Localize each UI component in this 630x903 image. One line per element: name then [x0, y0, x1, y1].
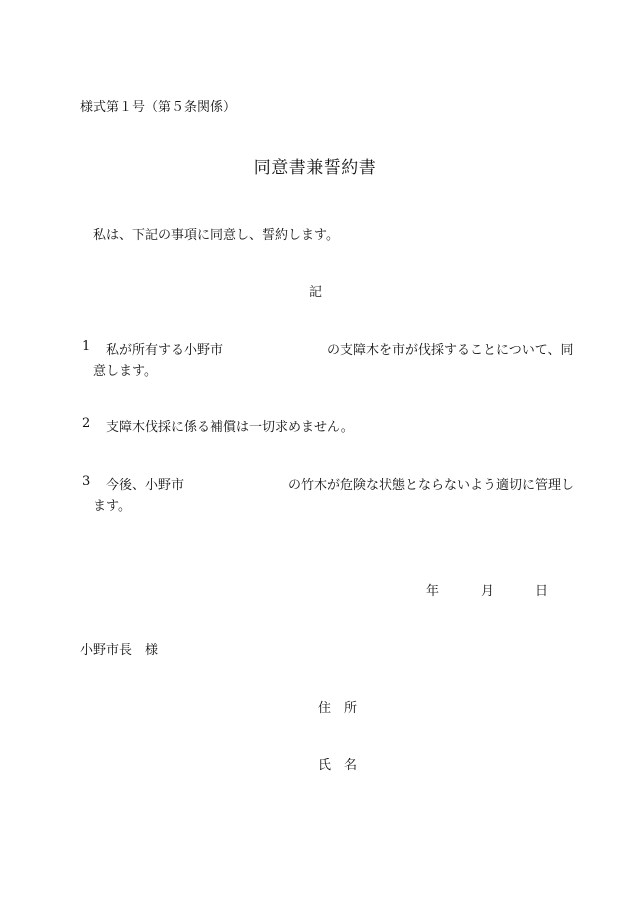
item-number: 2: [82, 416, 91, 431]
item-text-continued: 意します。: [93, 364, 157, 379]
ki-heading: 記: [309, 285, 323, 300]
date-day-label: 日: [535, 584, 549, 599]
item-text: 私が所有する小野市 の支障木を市が伐採することについて、同: [106, 343, 574, 358]
intro-statement: 私は、下記の事項に同意し、誓約します。: [93, 228, 339, 243]
item-text: 今後、小野市 の竹木が危険な状態とならないよう適切に管理し: [106, 478, 575, 493]
item-number: 3: [82, 474, 91, 489]
date-month-label: 月: [481, 584, 495, 599]
date-year-label: 年: [426, 584, 440, 599]
address-label: 住 所: [318, 701, 358, 716]
addressee: 小野市長 様: [80, 643, 159, 658]
name-label: 氏 名: [318, 758, 358, 773]
item-text: 支障木伐採に係る補償は一切求めません。: [106, 420, 354, 435]
form-number: 様式第１号（第５条関係）: [80, 100, 237, 115]
item-number: 1: [82, 339, 91, 354]
document-title: 同意書兼誓約書: [253, 158, 377, 178]
item-text-continued: ます。: [93, 499, 131, 514]
